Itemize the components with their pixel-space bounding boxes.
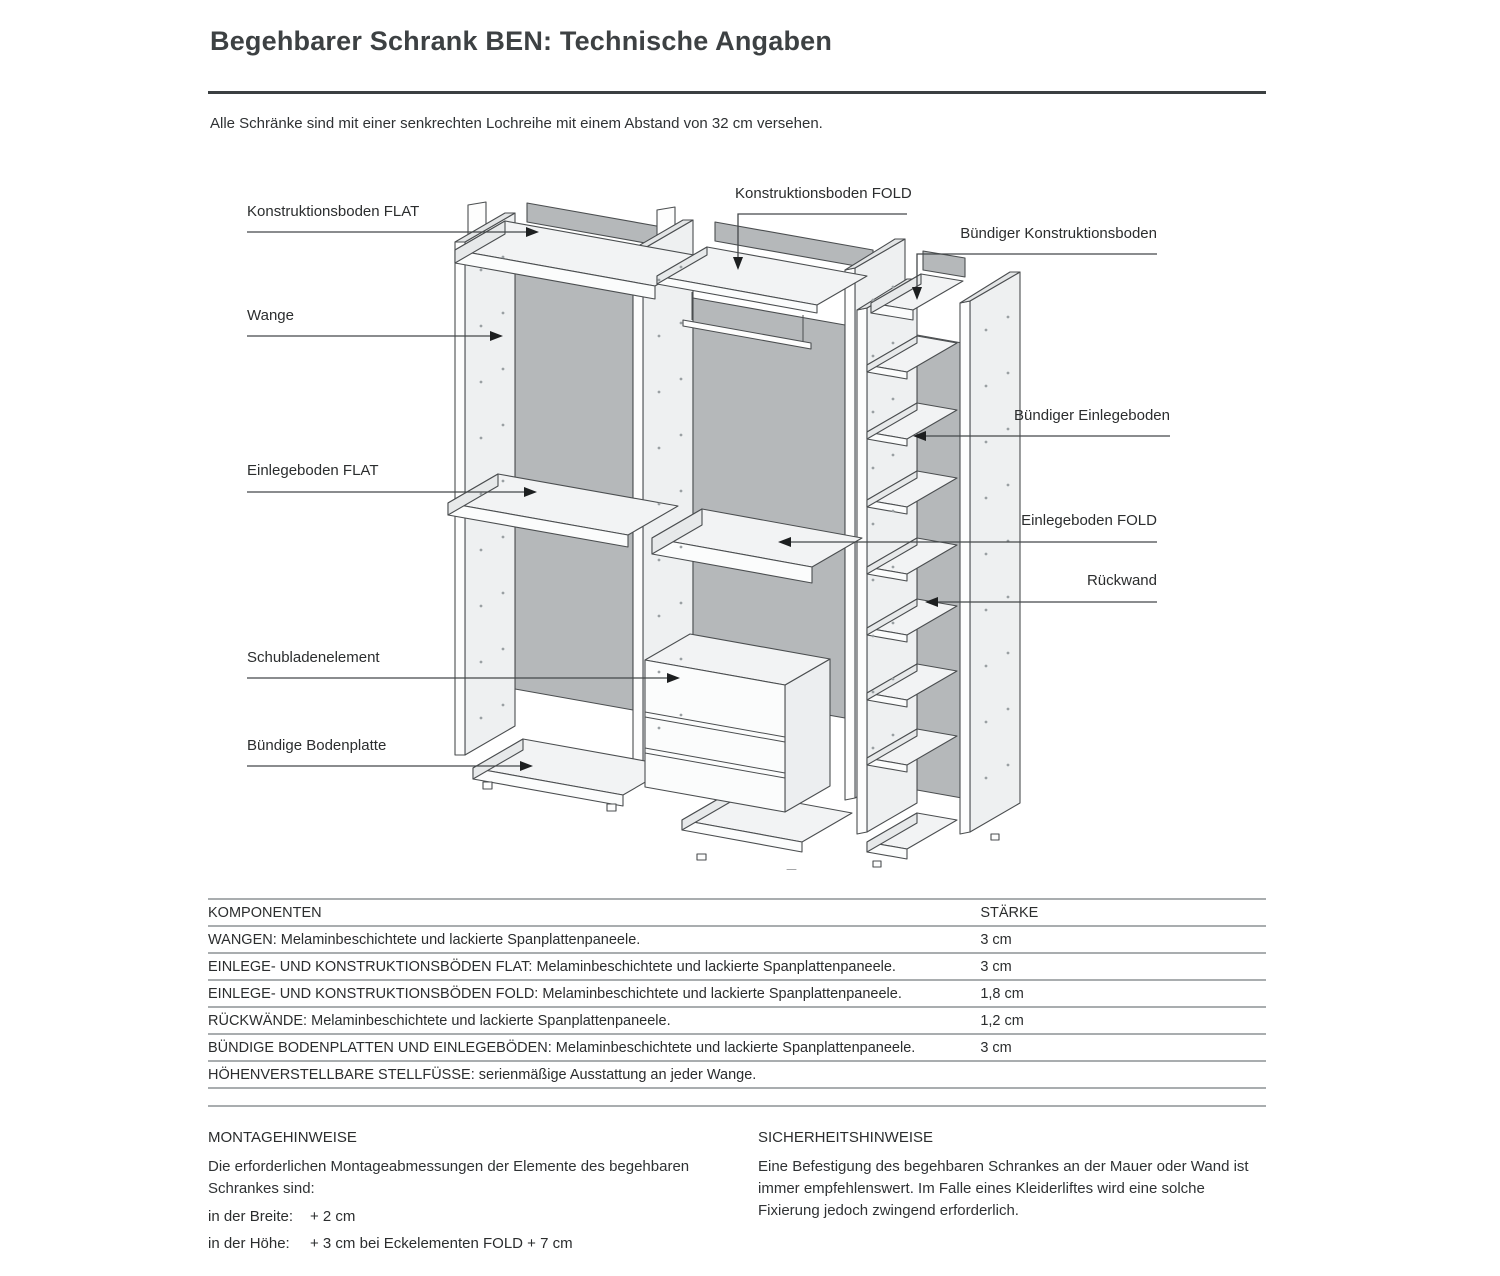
montage-title: MONTAGEHINWEISE — [208, 1129, 357, 1146]
table-row — [208, 1034, 1266, 1061]
component-cell: EINLEGE- UND KONSTRUKTIONSBÖDEN FLAT: Melaminbeschichtete und lackierte Spanplattenpaneele. — [208, 959, 896, 975]
montage-row-value: + 2 cm — [310, 1207, 356, 1225]
thickness-cell: 3 cm — [980, 959, 1012, 975]
components-table — [208, 898, 1266, 1089]
page-title: Begehbarer Schrank BEN: Technische Angaben — [210, 26, 833, 56]
intro-text: Alle Schränke sind mit einer senkrechten Lochreihe mit einem Abstand von 32 cm versehen. — [210, 115, 823, 132]
component-cell: RÜCKWÄNDE: Melaminbeschichtete und lackierte Spanplattenpaneele. — [208, 1013, 671, 1029]
sicherheit-notes — [758, 1121, 1266, 1255]
table-row — [208, 926, 1266, 953]
col-header-staerke: STÄRKE — [980, 905, 1039, 921]
component-cell: BÜNDIGE BODENPLATTEN UND EINLEGEBÖDEN: Melaminbeschichtete und lackierte Spanplattenpaneele. — [208, 1040, 916, 1056]
sicherheit-body: Eine Befestigung des begehbaren Schrankes an der Mauer oder Wand ist immer empfehlenswert. Im Falle eines Kleiderliftes wird eine solche Fixierung jedoch zwingend erforderlich. — [758, 1158, 1249, 1219]
thickness-cell — [980, 1061, 1266, 1088]
thickness-cell: 1,8 cm — [980, 986, 1024, 1002]
tower-left-wange-front-edge — [857, 308, 867, 834]
wardrobe-diagram-svg — [205, 170, 1265, 870]
montage-notes — [208, 1121, 713, 1255]
label-buendiger-einlegeboden: Bündiger Einlegeboden — [1014, 407, 1170, 424]
component-cell: EINLEGE- UND KONSTRUKTIONSBÖDEN FOLD: Melaminbeschichtete und lackierte Spanplattenpaneele. — [208, 986, 902, 1002]
label-schubladenelement: Schubladenelement — [247, 649, 380, 666]
right-tower — [857, 251, 1020, 867]
label-einlegeboden-flat: Einlegeboden FLAT — [247, 462, 379, 479]
label-konstruktionsboden-flat: Konstruktionsboden FLAT — [247, 203, 420, 220]
schubladenelement-drawer-unit — [645, 634, 830, 812]
middle-bay-right-wange-front-edge — [845, 268, 855, 800]
montage-body: Die erforderlichen Montageabmessungen der Elemente des begehbaren Schrankes sind: — [208, 1158, 690, 1197]
label-buendige-bodenplatte: Bündige Bodenplatte — [247, 737, 387, 754]
label-konstruktionsboden-fold: Konstruktionsboden FOLD — [735, 185, 912, 202]
montage-row — [208, 1233, 713, 1255]
montage-row-label: in der Höhe: — [208, 1235, 290, 1253]
component-cell: HÖHENVERSTELLBARE STELLFÜSSE: serienmäßige Ausstattung an jeder Wange. — [208, 1067, 757, 1083]
label-einlegeboden-fold: Einlegeboden FOLD — [1021, 512, 1157, 529]
tower-right-wange-face — [970, 272, 1020, 832]
tower-right-wange-front-edge — [960, 301, 970, 834]
thickness-cell: 1,2 cm — [980, 1013, 1024, 1029]
table-row — [208, 1007, 1266, 1034]
title-divider — [208, 91, 1266, 94]
table-row — [208, 953, 1266, 980]
page — [208, 26, 1266, 1255]
sicherheit-title: SICHERHEITSHINWEISE — [758, 1129, 934, 1146]
label-buendiger-konstruktionsboden: Bündiger Konstruktionsboden — [960, 225, 1157, 242]
notes-section — [208, 1121, 1266, 1255]
component-cell: WANGEN: Melaminbeschichtete und lackierte Spanplattenpaneele. — [208, 932, 641, 948]
montage-row-label: in der Breite: — [208, 1207, 294, 1225]
label-rueckwand: Rückwand — [1086, 572, 1157, 589]
montage-row — [208, 1206, 713, 1228]
label-wange: Wange — [247, 307, 294, 324]
tower-back-rail — [923, 251, 965, 277]
wardrobe-diagram — [208, 170, 1266, 870]
col-header-komponenten: KOMPONENTEN — [208, 905, 322, 921]
table-header-row — [208, 899, 1266, 926]
notes-divider — [208, 1105, 1266, 1107]
montage-row-value: + 3 cm bei Eckelementen FOLD + 7 cm — [310, 1235, 573, 1253]
table-row — [208, 980, 1266, 1007]
thickness-cell: 3 cm — [980, 932, 1012, 948]
table-row — [208, 1061, 1266, 1088]
thickness-cell: 3 cm — [980, 1040, 1012, 1056]
